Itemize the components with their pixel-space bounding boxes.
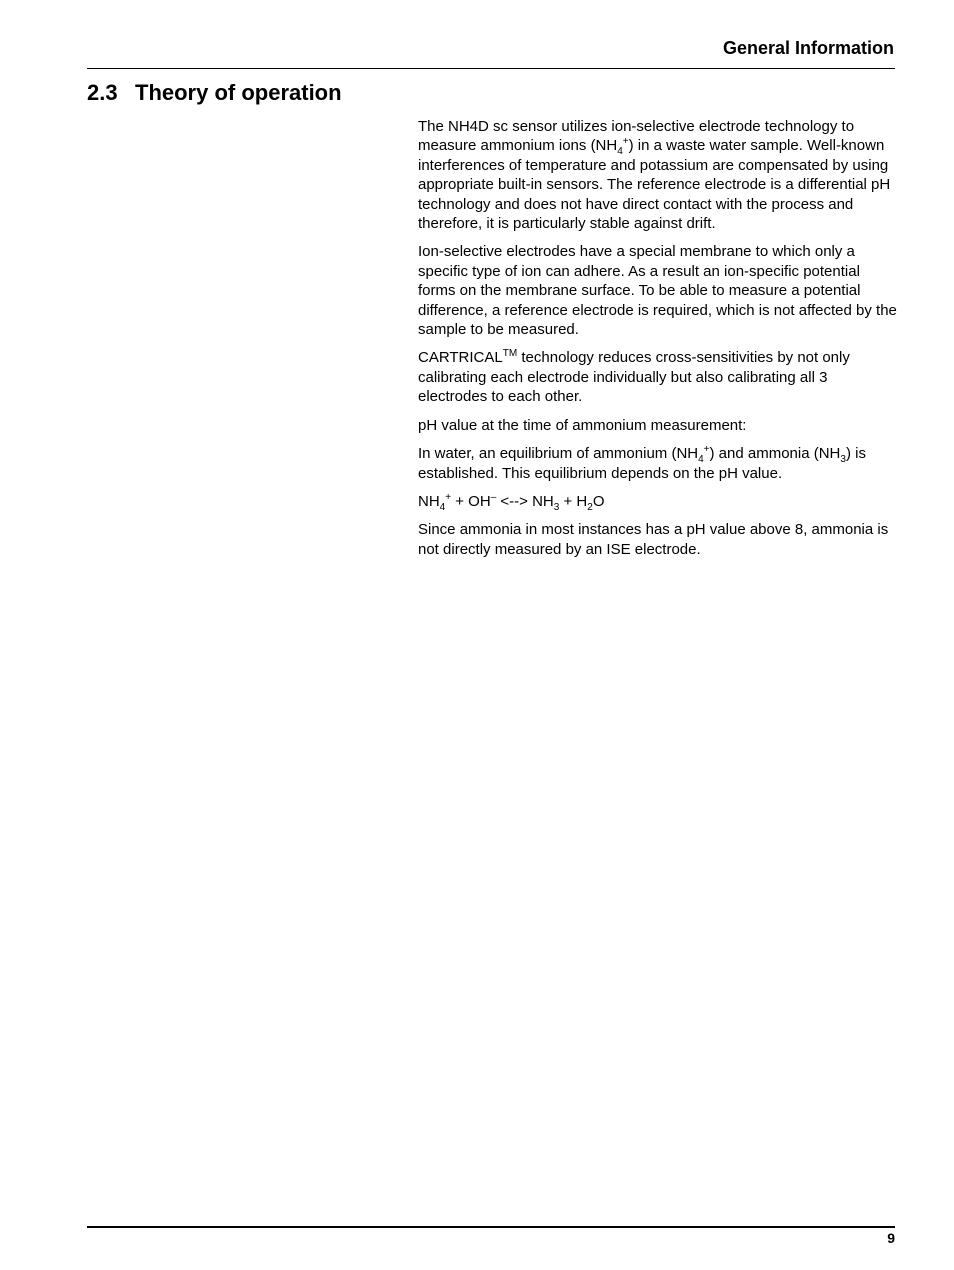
subscript: 3 xyxy=(553,501,560,513)
paragraph-intro xyxy=(418,117,898,233)
text-run: In water, an equilibrium of ammonium (NH xyxy=(418,445,699,463)
trademark-superscript: TM xyxy=(502,348,518,360)
text-run: NH xyxy=(418,492,440,510)
subscript: 2 xyxy=(587,501,593,513)
subscript: 4 xyxy=(617,146,623,158)
text-run: O xyxy=(592,492,605,510)
paragraph-ion-selective: Ion-selective electrodes have a special membrane to which only a specific type of ion can adhere. As a result an ion-specific potential forms on the membrane surface. To be able to measure a potential difference, a reference electrode is required, which is not affected by the sample to be measured. xyxy=(418,243,897,339)
text-run: <--> NH xyxy=(496,492,554,510)
paragraph-equilibrium xyxy=(418,444,898,483)
paragraph-ph-value: pH value at the time of ammonium measurement: xyxy=(418,416,747,434)
page-header-title: General Information xyxy=(722,38,894,58)
superscript: + xyxy=(703,444,710,456)
header-rule xyxy=(87,68,895,69)
text-run: CARTRICAL xyxy=(418,349,503,367)
page-number: 9 xyxy=(887,1230,895,1246)
section-number: 2.3 xyxy=(87,80,118,105)
text-run: + H xyxy=(559,492,588,510)
section-title: Theory of operation xyxy=(135,80,342,105)
footer-rule xyxy=(87,1226,895,1228)
subscript: 4 xyxy=(439,501,446,513)
paragraph-ammonia-note: Since ammonia in most instances has a pH value above 8, ammonia is not directly measured by an ISE electrode. xyxy=(418,521,889,558)
subscript: 3 xyxy=(840,454,846,466)
paragraph-cartrical xyxy=(418,348,898,406)
superscript: – xyxy=(490,491,497,503)
text-run: + OH xyxy=(451,492,491,510)
superscript: + xyxy=(622,136,629,148)
section-heading xyxy=(87,80,342,106)
text-run: ) in a waste water sample. Well-known interferences of temperature and potassium are compensated by using appropriate built-in sensors. The reference electrode is a differential pH technology and does not have direct contact with the process and therefore, it is particularly stable against drift. xyxy=(418,137,891,233)
text-run: ) is established. This equilibrium depends on the pH value. xyxy=(418,445,866,482)
chemical-equation xyxy=(418,492,898,511)
text-run: technology reduces cross-sensitivities by not only calibrating each electrode individually but also calibrating all 3 electrodes to each other. xyxy=(418,349,850,406)
subscript: 4 xyxy=(698,454,704,466)
text-run: The NH4D sc sensor utilizes ion-selective electrode technology to measure ammonium ions (NH xyxy=(418,118,855,155)
superscript: + xyxy=(445,491,452,503)
body-text xyxy=(418,117,898,568)
text-run: ) and ammonia (NH xyxy=(709,445,841,463)
